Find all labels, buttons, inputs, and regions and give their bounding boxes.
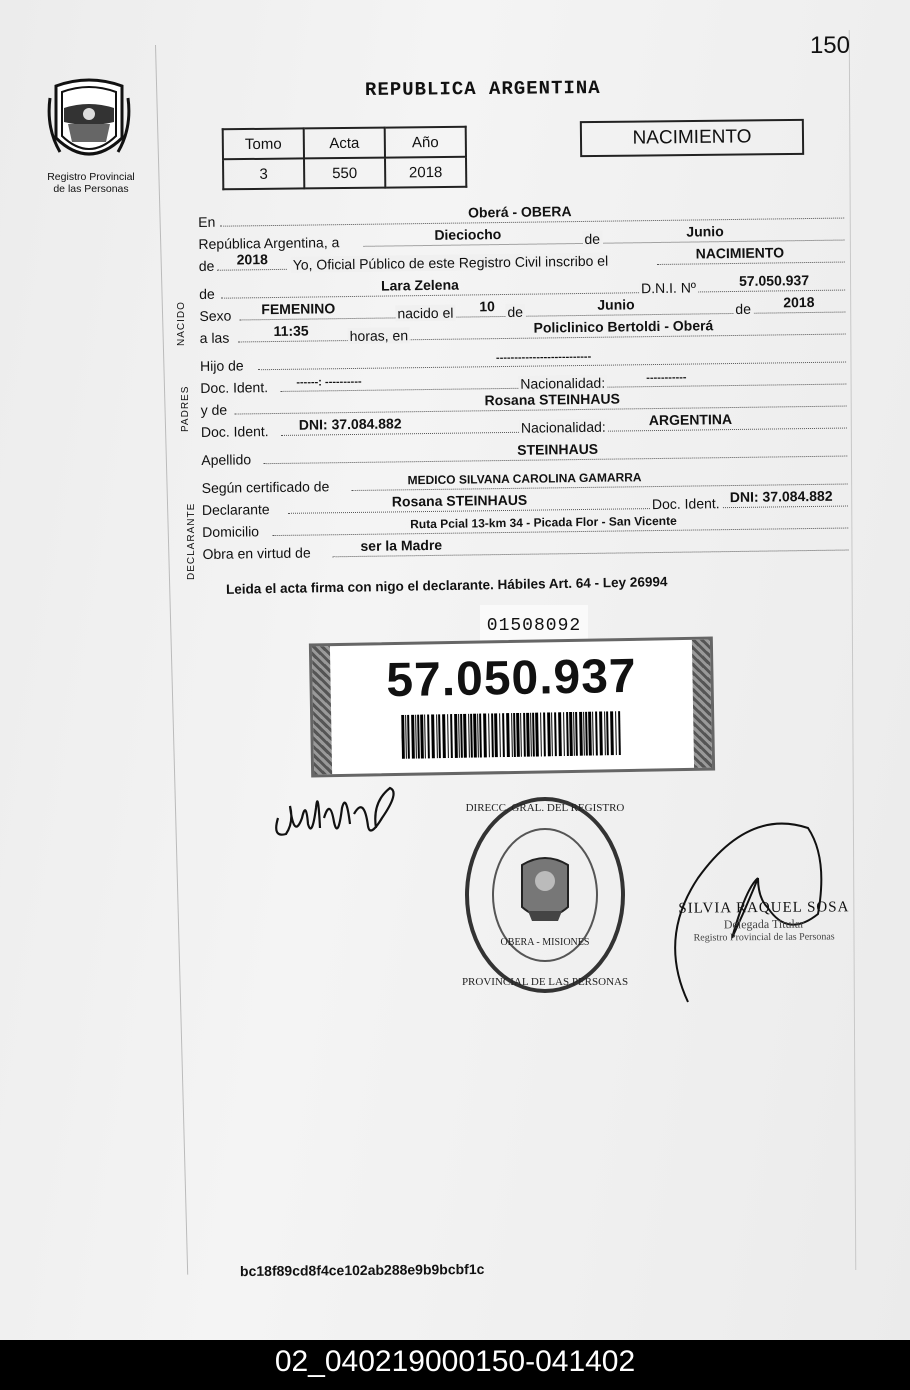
barcode-bar [488,713,490,757]
barcode-bar [547,712,551,756]
de2-label: de [198,257,215,274]
padres-side-label: PADRES [180,385,191,432]
barcode-bar [569,712,573,756]
barcode-bar [407,715,410,759]
barcode-bar [477,714,479,758]
horas-en-label: horas, en [349,327,409,345]
barcode-bar [530,713,532,757]
acta-header: Acta [304,128,385,159]
anio-value: 2018 [385,157,466,188]
barcode-bar [470,714,473,758]
acta-value: 550 [304,158,385,189]
barcode-bar [473,714,477,758]
nac2-value: ARGENTINA [648,411,733,429]
nac1-value: ----------- [646,371,687,385]
barcode-bar [450,714,453,758]
barcode-bar [563,712,565,756]
barcode-bar [543,712,546,756]
obra-value: ser la Madre [360,536,443,554]
barcode-icon [401,711,624,759]
barcode-bar [585,712,588,756]
barcode-bar [558,712,562,756]
barcode-bar [431,714,435,758]
serial-number: 01508092 [480,605,588,643]
a-las-label: a las [199,329,230,346]
barcode-bar [454,714,458,758]
madre-value: Rosana STEINHAUS [484,390,620,409]
lugar-value: Policlinico Bertoldi - Oberá [533,317,714,336]
barcode-bar [417,715,420,759]
republica-label: República Argentina, a [198,234,340,252]
barcode-bar [438,714,441,758]
logo-caption-line1: Registro Provincial [47,171,135,183]
barcode-bar [499,713,501,757]
nacido-nombre-value: Lara Zelena [380,276,459,294]
page-number: 150 [809,32,850,59]
nac2-label: Nacionalidad: [520,418,606,436]
barcode-bar [588,712,592,756]
stamp-ring-text-top: DIRECC. GRAL. DEL REGISTRO [465,802,625,814]
domicilio-label: Domicilio [202,523,260,540]
barcode-bar [615,711,617,755]
doc2-label: Doc. Ident. [200,423,269,440]
registry-stamp-icon [462,795,628,995]
barcode-bar [532,713,535,757]
barcode-bar [604,711,606,755]
barcode-bar [618,711,621,755]
barcode-bar [526,713,530,757]
provincial-seal-icon [46,78,132,170]
barcode-bar [583,712,585,756]
declarante-value: Rosana STEINHAUS [391,491,528,510]
document-hash: bc18f89cd8f4ce102ab288e9b9bcbf1c [239,1260,485,1280]
officer-block [674,899,854,944]
inscribo-value: NACIMIENTO [695,244,785,262]
footer-code-bar: 02_040219000150-041402 [0,1340,910,1390]
barcode-bar [420,715,424,759]
doc1-label: Doc. Ident. [200,379,269,396]
barcode-bar [458,714,460,758]
barcode-bar [442,714,446,758]
barcode-bar [483,713,487,757]
barcode-bar [494,713,498,757]
decl-doc-value: DNI: 37.084.882 [729,487,833,506]
nacido-de-label3: de [735,300,752,317]
barcode-bar [513,713,516,757]
barcode-bar [411,715,415,759]
cert-value: MEDICO SILVANA CAROLINA GAMARRA [407,470,642,488]
dia-value: Dieciocho [434,226,502,243]
barcode-bar [447,714,449,758]
barcode-bar [554,712,557,756]
hijo-de-label: Hijo de [199,357,244,374]
en-label: En [198,213,216,230]
barcode-bar [401,715,405,759]
tomo-acta-anio-table [222,126,468,191]
barcode-bar [551,712,553,756]
barcode-bar [516,713,520,757]
tomo-value: 3 [223,158,304,189]
barcode-bar [463,714,467,758]
barcode-bar [436,714,438,758]
yo-text: Yo, Oficial Público de este Registro Civil inscribo el [292,252,609,273]
barcode-bar [523,713,526,757]
sexo-value: FEMENINO [261,300,336,318]
certificate-form [198,199,863,562]
tomo-header: Tomo [223,128,304,159]
dni-sticker [309,636,715,777]
barcode-bar [599,711,603,755]
officer-name: SILVIA RAQUEL SOSA [678,899,850,917]
barcode-bar [491,713,494,757]
apellido-label: Apellido [201,451,252,468]
leida-text: Leida el acta firma con nigo el declarante. Hábiles Art. 64 - Ley 26994 [225,574,668,597]
barcode-bar [405,715,407,759]
apellido-value: STEINHAUS [517,440,599,458]
barcode-bar [575,712,578,756]
doc1-value: ------: ---------- [296,375,362,389]
doc2-value: DNI: 37.084.882 [298,415,402,433]
stamp-inner-text: OBERA - MISIONES [500,937,590,948]
dni-label: D.N.I. Nº [640,279,697,297]
barcode-bar [520,713,522,757]
padre-value: -------------------------- [495,350,592,365]
barcode-bar [592,712,594,756]
en-value: Oberá - OBERA [467,203,572,221]
barcode-bar [468,714,470,758]
barcode-bar [566,712,569,756]
barcode-bar [573,712,575,756]
barcode-bar [535,713,539,757]
anio-value: 2018 [236,251,268,268]
act-type-box: NACIMIENTO [580,119,804,157]
nacido-dia-value: 10 [479,298,495,315]
declarante-label: Declarante [201,501,270,518]
barcode-bar [606,711,609,755]
nac1-label: Nacionalidad: [520,374,606,392]
barcode-bar [479,714,482,758]
officer-org: Registro Provincial de las Personas [693,931,835,944]
anio-header: Año [385,127,466,158]
dni-value: 57.050.937 [738,272,810,289]
barcode-bar [506,713,510,757]
hora-value: 11:35 [273,322,309,340]
logo-caption-line2: de las Personas [53,183,129,195]
declarante-side-label: DECLARANTE [186,502,197,580]
nacido-side-label: NACIDO [176,301,187,346]
domicilio-value: Ruta Pcial 13-km 34 - Picada Flor - San Vicente [410,513,677,532]
barcode-bar [579,712,583,756]
nacido-el-label: nacido el [397,304,454,322]
obra-label: Obra en virtud de [202,544,311,562]
de-label: de [584,230,601,247]
barcode-bar [595,712,598,756]
nacido-anio-value: 2018 [783,293,815,311]
sticker-dni-number: 57.050.937 [385,649,638,708]
barcode-bar [511,713,513,757]
barcode-bar [424,715,426,759]
barcode-bar [460,714,463,758]
barcode-bar [427,714,430,758]
barcode-bar [502,713,505,757]
document-title: REPUBLICA ARGENTINA [364,76,601,102]
y-de-label: y de [200,401,228,418]
decl-doc-label: Doc. Ident. [651,495,720,513]
cert-label: Según certificado de [201,478,330,496]
stamp-ring-text-bottom: PROVINCIAL DE LAS PERSONAS [462,976,628,988]
margin-rule [155,45,188,1275]
officer-title: Delegada Titular [723,916,805,932]
barcode-bar [540,712,542,756]
barcode-bar [610,711,614,755]
sexo-label: Sexo [199,307,232,324]
mes-value: Junio [686,223,724,240]
nacido-de-label2: de [507,303,524,320]
declarant-signature-icon [272,778,408,850]
nacido-de-label: de [199,285,215,302]
barcode-bar [415,715,417,759]
nacido-mes-value: Junio [597,296,635,313]
logo-caption [36,171,146,195]
